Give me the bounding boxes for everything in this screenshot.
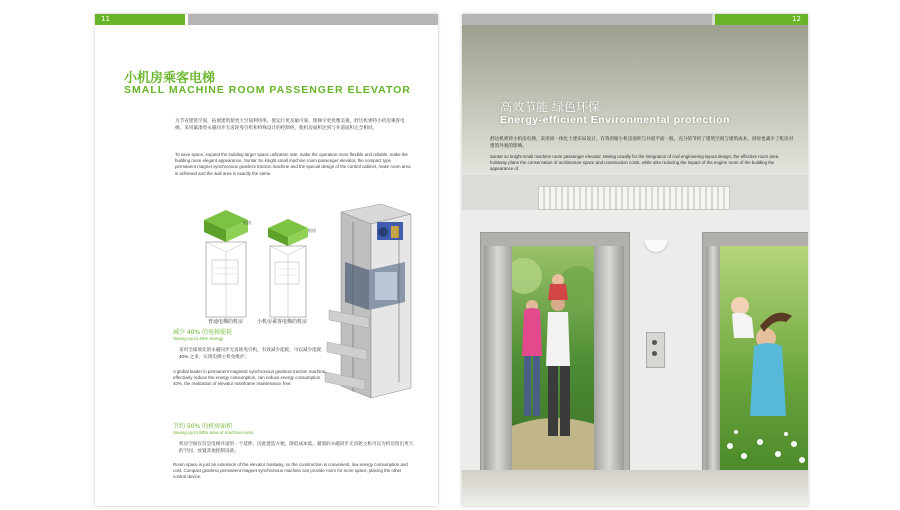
lobby-floor xyxy=(462,470,808,506)
right-title-en: Energy-efficient Environmental protection xyxy=(500,114,730,126)
diagram-caption-small-machine-room: 小机房乘客电梯的机房 xyxy=(257,319,308,325)
section-area-body-cn: 机房空间仅仅是电梯井道的一个延伸，因此建造方便，降低成本低。紧凑的永磁同步无齿轮主机可以为机房留出更大的空间，放置其他控制设备。 xyxy=(179,441,414,453)
section-heading-energy-cn: 减少 40% 的电梯能耗 xyxy=(173,329,233,336)
elevator-door-panel-right xyxy=(594,246,624,470)
left-page xyxy=(95,14,438,506)
elevator-shaft-illustration xyxy=(323,202,423,402)
page-header-bar-gray xyxy=(462,14,712,25)
elevator-call-panel xyxy=(646,332,665,368)
elevator-door-panel-left xyxy=(484,246,512,470)
page-header-bar-gray xyxy=(188,14,438,25)
section-energy-body-en: A global leader in permanent magnetic synchronous gearless traction machine, effectively reduce the energy consumption, can reduce energy consumption 40%, the realization of elevator mainframe maintenance free. xyxy=(173,369,327,387)
call-button-down[interactable] xyxy=(652,351,657,356)
right-page xyxy=(462,14,808,506)
page-title-en: SMALL MACHINE ROOM PASSENGER ELEVATOR xyxy=(124,84,411,96)
section-area-body-en: Room space is just an extension of the elevator hoistway, so the construction is convenient, low energy consumption and cost. Compact gearless permanent magnet synchronous machine can provide room for more space, placing the other control device. xyxy=(173,462,408,480)
section-heading-area-cn: 节约 50% 的机房面积 xyxy=(173,423,233,430)
intro-text-en: To save space, expand the building larger space utilization rate, make the operation more flexible and reliable, make the building more elegant appearance, Suntar So knight small machine room passenger elevator, the compact type permanent magnet synchronous gearless traction machine and the special design of the control cabinet, make room area is achieved and the wall area is exactly the same. xyxy=(175,152,411,176)
elevator-door-panel-right-2 xyxy=(706,246,720,470)
page-number: 11 xyxy=(101,15,110,23)
call-button-up[interactable] xyxy=(652,340,657,345)
machine-room-comparison-diagram xyxy=(198,202,323,327)
diagram-label-machine-room-1: 机房 xyxy=(243,220,251,225)
right-title-cn: 高效节能 绿色环保 xyxy=(500,100,600,114)
section-energy-body-cn: 采用全球领先的永磁同步无齿轮曳引机，有效减少能耗，可以减少能耗 40% 之多，实现电梯主机免维护。 xyxy=(179,347,322,359)
intro-text-cn: 为节省建筑空间，拓展建筑使更大空间利用率，使运行更及敏可靠，使梯字更优雅美观，舒达机密特小机房乘客电梯，采用紧凑型永磁同步无齿轮曳引机和特殊设计的控制柜，使机房面积达到与井道面积完全相同。 xyxy=(175,118,405,130)
diagram-caption-ordinary: 普通电梯的机房 xyxy=(208,319,244,325)
page-number: 12 xyxy=(792,15,801,23)
ceiling-vent xyxy=(538,186,730,210)
family-photo xyxy=(512,246,594,470)
section-heading-area-en: Saving up to 50% area of machine room xyxy=(173,430,254,435)
mother-child-photo xyxy=(720,246,808,470)
section-heading-energy-en: Saving up to 40% energy xyxy=(173,336,224,341)
right-body-cn: 舒达机密特小机房电梯，采用同一体化土建布局设计，有效的缩小机房面积与井道平面一般，充分的节约了建筑空间与建筑成本，同时也减少了机房对建筑外观的影响。 xyxy=(490,136,794,148)
right-body-en: Suntar so knight small machine room passenger elevator, Mining usually for the integration of civil engineering layout design, the effective room area hoistway plane the conservation of architecture space and construction costs, while also reducing the impact of the engine room of the building the appearance of. xyxy=(490,154,779,172)
diagram-label-machine-room-2: 机房 xyxy=(308,228,316,233)
page-title-cn: 小机房乘客电梯 xyxy=(124,71,216,86)
